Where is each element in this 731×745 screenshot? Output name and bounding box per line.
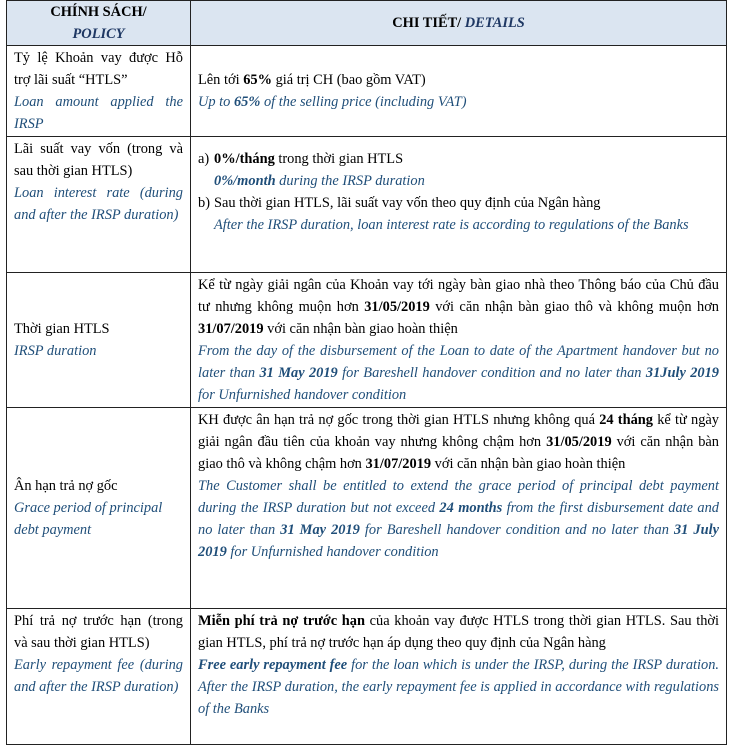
details-en <box>198 654 719 720</box>
details-header-en: DETAILS <box>464 15 525 31</box>
list-marker: a) <box>198 151 210 167</box>
text: From the day of the disbursement of the Loan to date of the Apartment handover but no later than <box>198 343 719 381</box>
table-row <box>7 273 727 408</box>
policy-cell <box>7 137 191 273</box>
bold-text: 31/05/2019 <box>546 434 612 450</box>
bold-text: 24 tháng <box>599 412 653 428</box>
text: during the IRSP duration <box>275 173 425 189</box>
table-row <box>7 46 727 137</box>
bold-text: 31 May 2019 <box>280 522 360 538</box>
policy-column-header <box>7 1 191 46</box>
text: for Unfurnished handover condition <box>198 387 407 403</box>
details-vi <box>198 610 719 654</box>
text: với căn nhận bàn giao thô và không muộn hơn <box>429 299 719 315</box>
list-text: Sau thời gian HTLS, lãi suất vay vốn theo quy định của Ngân hàng <box>214 195 601 211</box>
text: Lên tới <box>198 72 244 88</box>
text: for Bareshell handover condition and no later than <box>337 365 646 381</box>
text: The Customer shall be entitled to extend the grace period of principal debt payment during the IRSP duration but not exceed <box>198 478 719 516</box>
policy-vi: Phí trả nợ trước hạn (trong và sau thời gian HTLS) <box>14 613 183 651</box>
details-vi <box>198 274 719 340</box>
text: với căn nhận bàn giao hoàn thiện <box>431 456 626 472</box>
policy-cell <box>7 609 191 745</box>
text: với căn nhận bàn giao thô và không chậm hơn <box>198 434 719 472</box>
policy-en: IRSP duration <box>14 343 97 359</box>
policy-cell <box>7 408 191 609</box>
policy-header-vi: CHÍNH SÁCH/ <box>50 4 147 20</box>
text: KH được ân hạn trả nợ gốc trong thời gian HTLS nhưng không quá <box>198 412 600 428</box>
bold-text: 0%/tháng <box>214 151 275 167</box>
details-cell <box>191 408 727 609</box>
details-en <box>198 475 719 563</box>
policy-en: Loan amount applied the IRSP <box>14 94 183 132</box>
text: giá trị CH (bao gồm VAT) <box>271 72 426 88</box>
details-cell <box>191 273 727 408</box>
bold-text: 65% <box>243 72 272 88</box>
table-row <box>7 609 727 745</box>
list-marker: b) <box>198 195 210 211</box>
bold-text: 31/07/2019 <box>365 456 432 472</box>
bold-text: 65% <box>233 94 261 110</box>
bold-text: 31July 2019 <box>645 365 719 381</box>
details-header-vi: CHI TIẾT/ <box>392 15 465 31</box>
text: for the loan which is under the IRSP, during the IRSP duration. After the IRSP duration, the early repayment fee is applied in accordance with regulations of the Banks <box>198 657 719 717</box>
table-row <box>7 408 727 609</box>
list-item-en <box>198 170 719 192</box>
policy-vi: Thời gian HTLS <box>14 321 110 337</box>
text: trong thời gian HTLS <box>274 151 404 167</box>
bold-text: Free early repayment fee <box>198 657 348 673</box>
details-column-header <box>191 1 727 46</box>
policy-en: Grace period of principal debt payment <box>14 500 163 538</box>
text: for Bareshell handover condition and no later than <box>359 522 674 538</box>
bold-text: 31 July 2019 <box>198 522 719 560</box>
text: Kể từ ngày giải ngân của Khoản vay tới ngày bàn giao nhà theo Thông báo của Chủ đầu tư nhưng không muộn hơn <box>198 277 719 315</box>
text: kể từ ngày giải ngân đầu tiên của khoản vay nhưng không chậm hơn <box>198 412 719 450</box>
bold-text: 31/05/2019 <box>364 299 430 315</box>
table-header-row <box>7 1 727 46</box>
policy-cell <box>7 46 191 137</box>
text: Up to <box>198 94 234 110</box>
bold-text: 24 months <box>439 500 503 516</box>
details-vi <box>198 409 719 475</box>
details-cell <box>191 46 727 137</box>
policy-table <box>6 0 727 745</box>
details-cell <box>191 137 727 273</box>
text: for Unfurnished handover condition <box>226 544 439 560</box>
text: from the first disbursement date and no later than <box>198 500 720 538</box>
list-item <box>198 148 719 170</box>
list-text <box>214 148 719 170</box>
bold-text: 31 May 2019 <box>259 365 338 381</box>
list-item-en: After the IRSP duration, loan interest rate is according to regulations of the Banks <box>214 217 689 233</box>
details-cell <box>191 609 727 745</box>
details-en <box>198 340 719 406</box>
bold-text: 31/07/2019 <box>198 321 264 337</box>
text: của khoản vay được HTLS trong thời gian HTLS. Sau thời gian HTLS, phí trả nợ trước hạn áp dụng theo quy định của Ngân hàng <box>198 613 720 651</box>
policy-en: Loan interest rate (during and after the IRSP duration) <box>14 185 183 223</box>
table-row <box>7 137 727 273</box>
list-item <box>198 192 719 214</box>
bold-text: 0%/month <box>214 173 276 189</box>
policy-en: Early repayment fee (during and after the IRSP duration) <box>14 657 183 695</box>
policy-vi: Lãi suất vay vốn (trong và sau thời gian HTLS) <box>14 141 183 179</box>
text: of the selling price (including VAT) <box>260 94 467 110</box>
policy-header-en: POLICY <box>72 26 125 42</box>
details-en <box>198 91 719 113</box>
policy-vi: Ân hạn trả nợ gốc <box>14 478 118 494</box>
bold-text: Miễn phí trả nợ trước hạn <box>198 613 365 629</box>
policy-vi: Tỷ lệ Khoản vay được Hỗ trợ lãi suất “HTLS” <box>14 50 183 88</box>
details-vi <box>198 69 719 91</box>
policy-cell <box>7 273 191 408</box>
text: với căn nhận bàn giao hoàn thiện <box>263 321 458 337</box>
